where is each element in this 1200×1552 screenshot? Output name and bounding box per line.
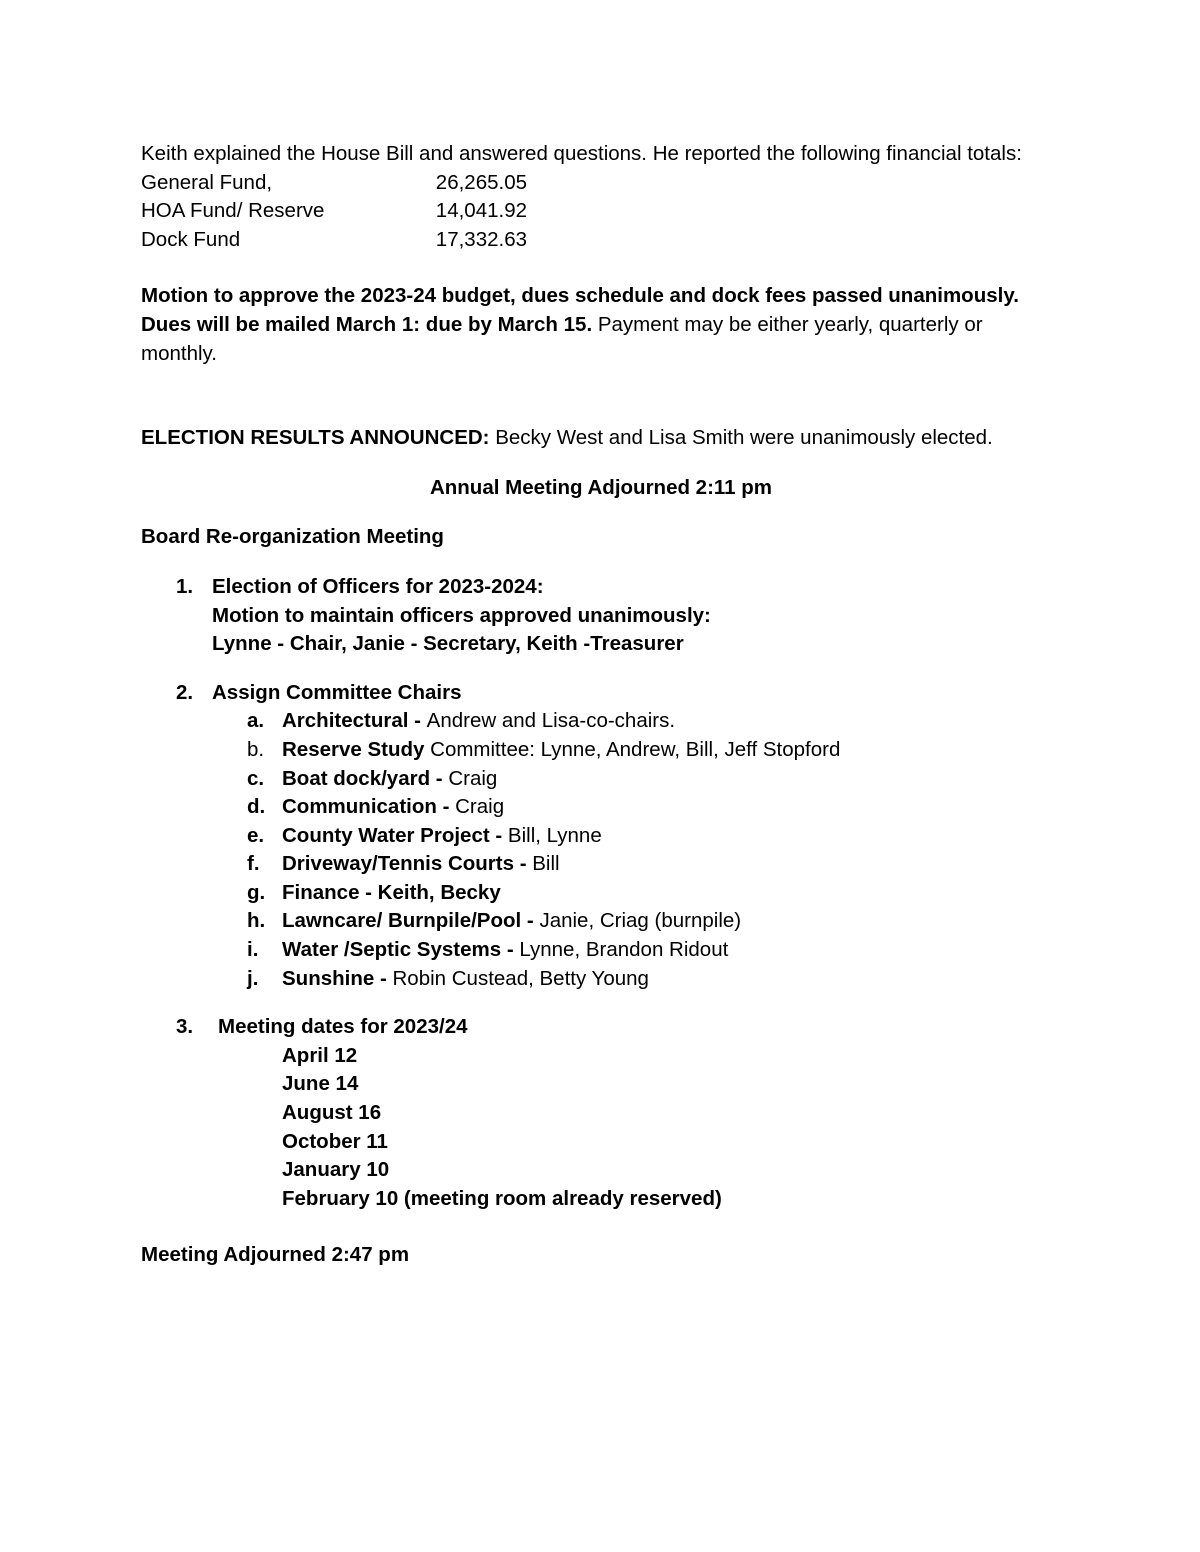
item-title: Election of Officers for 2023-2024: [212,574,544,598]
financial-row [141,226,1061,255]
list-item-meeting-dates [176,1013,1061,1042]
committee-name: Water /Septic Systems - [282,938,514,962]
intro-paragraph: Keith explained the House Bill and answered questions. He reported the following financial totals: [141,142,1022,165]
item-letter: e. [247,823,265,847]
dues-paragraph [141,311,1061,368]
meeting-date: April 12 [282,1043,358,1067]
item-title: Meeting dates for 2023/24 [218,1015,468,1039]
committee-members: Bill, Lynne [502,823,602,847]
committee-name: Finance - Keith, Becky [282,880,501,904]
budget-motion [141,282,1061,311]
committee-members: Bill [532,852,560,876]
item-number: 3. [176,1015,194,1039]
committee-name: Lawncare/ Burnpile/Pool - [282,909,540,933]
list-item [247,765,1061,794]
fund-label: General Fund, [141,170,273,194]
committee-members: Craig [442,766,498,790]
list-item [247,907,1061,936]
list-item [247,850,1061,879]
committee-name: Communication - [282,795,450,819]
board-heading-text: Board Re-organization Meeting [141,525,444,549]
item-letter: j. [247,966,259,990]
fund-label: Dock Fund [141,227,241,251]
item-letter: f. [247,852,260,876]
meeting-dates-list [282,1042,1061,1214]
meeting-date: June 14 [282,1072,359,1096]
list-item [247,965,1061,994]
fund-value: 17,332.63 [435,227,527,251]
committee-members: Lynne, Brandon Ridout [513,938,729,962]
list-item [247,793,1061,822]
list-item [247,707,1061,736]
item-line: Motion to maintain officers approved unanimously: [212,603,711,627]
list-item [247,736,1061,765]
item-letter: g. [247,880,266,904]
board-heading [141,523,1061,552]
meeting-date: October 11 [282,1129,388,1153]
committee-members: Craig [449,795,505,819]
committee-name: Architectural - [282,709,427,733]
fund-value: 26,265.05 [435,170,527,194]
meeting-date: August 16 [282,1101,382,1125]
committee-name: County Water Project - [282,823,503,847]
annual-adjourned-text: Annual Meeting Adjourned 2:11 pm [429,475,773,499]
financial-row [141,169,1061,198]
committee-members: Janie, Criag (burnpile) [539,909,742,933]
item-letter: a. [247,709,265,733]
item-title: Assign Committee Chairs [212,680,462,704]
list-item-committees [176,679,1061,708]
item-number: 1. [176,574,194,598]
item-letter: d. [247,795,266,819]
item-number: 2. [176,680,194,704]
item-letter: b. [247,737,265,761]
committee-name: Reserve Study [282,737,425,761]
committee-members: Committee: Lynne, Andrew, Bill, Jeff Stopford [424,737,841,761]
meeting-date: February 10 (meeting room already reserved) [282,1186,722,1210]
fund-value: 14,041.92 [435,199,527,223]
item-letter: i. [247,938,259,962]
election-label: ELECTION RESULTS ANNOUNCED: [141,426,490,450]
election-results [141,424,1061,453]
committee-list [141,707,1061,993]
item-letter: c. [247,766,265,790]
annual-adjourned [141,474,1061,503]
document-page [141,140,1061,1270]
dues-bold: Dues will be mailed March 1: due by March 15. [141,312,593,336]
committee-members: Robin Custead, Betty Young [386,966,649,990]
fund-label: HOA Fund/ Reserve [141,199,325,223]
list-item [247,822,1061,851]
committee-name: Boat dock/yard - [282,766,443,790]
committee-name: Sunshine - [282,966,387,990]
financial-row [141,197,1061,226]
item-letter: h. [247,909,266,933]
list-item [247,936,1061,965]
committee-members: Andrew and Lisa-co-chairs. [426,709,676,733]
election-text: Becky West and Lisa Smith were unanimously elected. [489,426,993,450]
budget-motion-text: Motion to approve the 2023-24 budget, dues schedule and dock fees passed unanimously. [141,284,1019,308]
final-adjourned [141,1241,1061,1270]
list-item-officers [176,573,1061,659]
dues-rest: Payment may be either yearly, quarterly or monthly. [141,312,983,365]
committee-name: Driveway/Tennis Courts - [282,852,533,876]
financial-totals [141,169,1061,255]
final-adjourned-text: Meeting Adjourned 2:47 pm [141,1243,410,1267]
meeting-date: January 10 [282,1158,390,1182]
item-line: Lynne - Chair, Janie - Secretary, Keith -Treasurer [212,632,684,656]
list-item [247,879,1061,908]
